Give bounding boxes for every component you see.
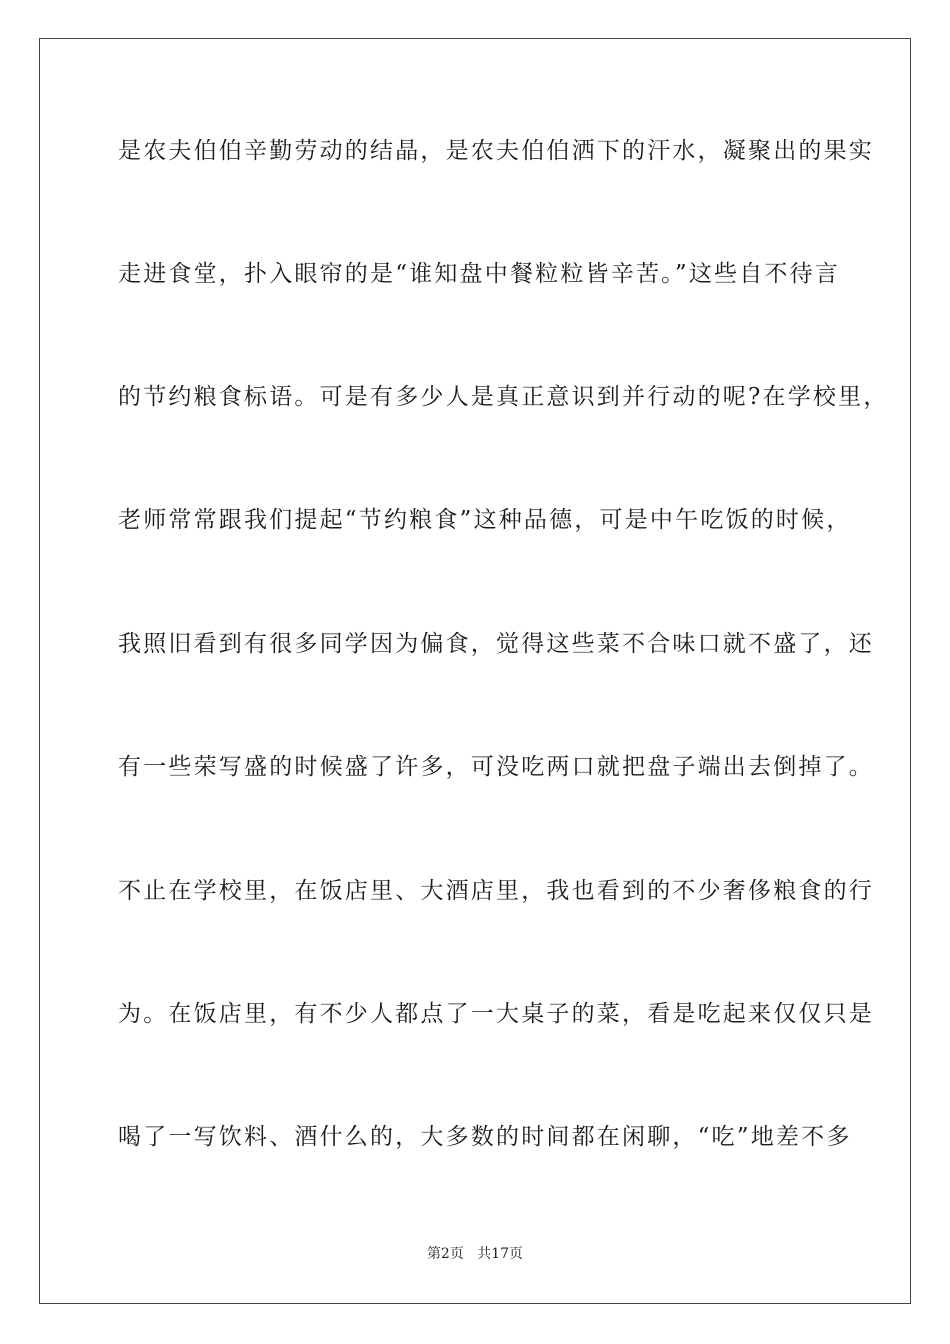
body-text-line: 为。在饭店里，有不少人都点了一大桌子的菜，看是吃起来仅仅只是 (118, 1001, 874, 1027)
body-text-line: 走进食堂，扑入眼帘的是“谁知盘中餐粒粒皆辛苦。”这些自不待言 (118, 261, 841, 287)
body-text-line: 有一些荣写盛的时候盛了许多，可没吃两口就把盘子端出去倒掉了。 (118, 754, 874, 780)
body-text-line: 喝了一写饮料、酒什么的，大多数的时间都在闲聊，“吃”地差不多 (118, 1124, 852, 1150)
page-border (39, 38, 911, 1304)
body-text-line: 老师常常跟我们提起“节约粮食”这种品德，可是中午吃饭的时候， (118, 507, 852, 533)
body-text-line: 我照旧看到有很多同学因为偏食，觉得这些菜不合味口就不盛了，还 (118, 631, 874, 657)
page-footer (0, 1245, 950, 1263)
body-text-line: 是农夫伯伯辛勤劳动的结晶，是农夫伯伯洒下的汗水，凝聚出的果实 (118, 138, 874, 164)
page-total: 共17页 (477, 1246, 524, 1262)
body-text-line: 不止在学校里，在饭店里、大酒店里，我也看到的不少奢侈粮食的行 (118, 878, 874, 904)
page-number: 第2页 (426, 1246, 464, 1262)
body-text-line: 的节约粮食标语。可是有多少人是真正意识到并行动的呢?在学校里， (118, 384, 889, 410)
